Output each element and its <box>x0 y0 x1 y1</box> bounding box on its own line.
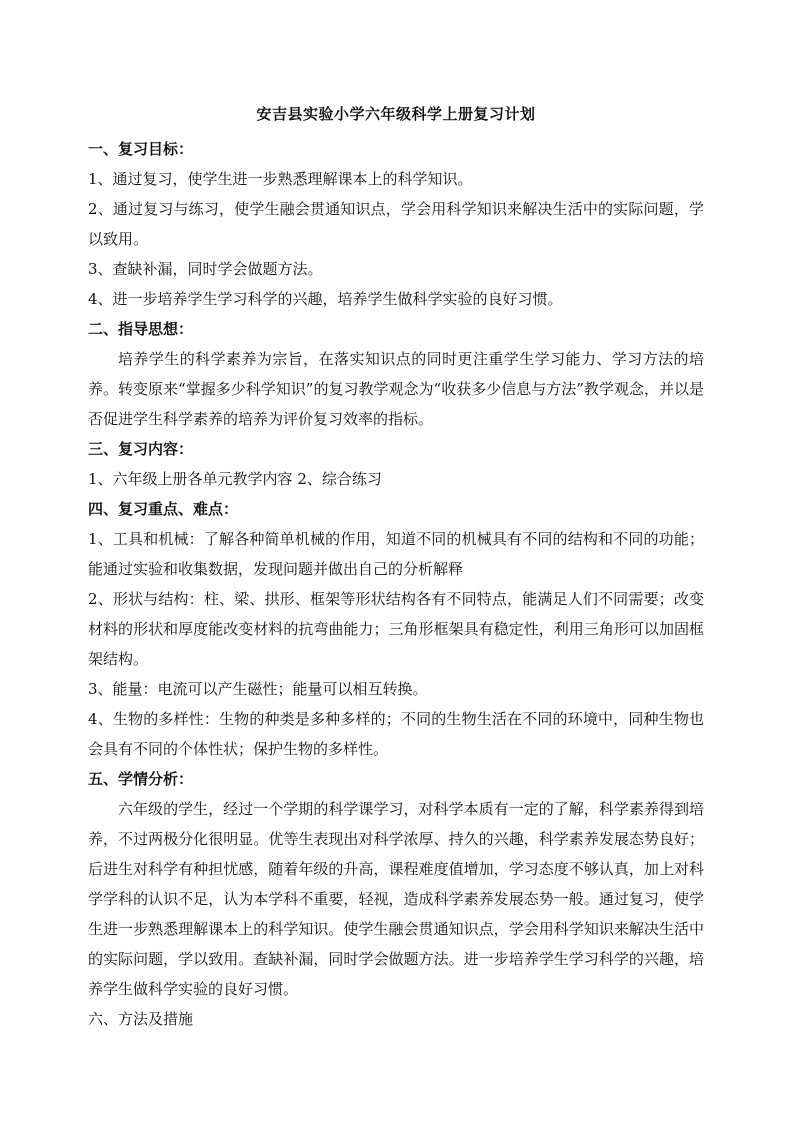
goal-item-2: 2、通过复习与练习，使学生融会贯通知识点，学会用科学知识来解决生活中的实际问题，学以致用。 <box>88 200 704 248</box>
section-heading-guiding-idea: 二、指导思想： <box>88 320 194 338</box>
key-point-item-3: 3、能量：电流可以产生磁性；能量可以相互转换。 <box>88 680 428 698</box>
section-heading-goals: 一、复习目标： <box>88 140 194 158</box>
content-paragraph: 1、六年级上册各单元教学内容 2、综合练习 <box>88 470 382 488</box>
goal-item-4: 4、进一步培养学生学习科学的兴趣，培养学生做科学实验的良好习惯。 <box>88 290 563 308</box>
key-point-item-1: 1、工具和机械：了解各种简单机械的作用，知道不同的机械具有不同的结构和不同的功能；能通过实验和收集数据，发现问题并做出自己的分析解释 <box>88 530 704 578</box>
section-heading-methods: 六、方法及措施 <box>88 1010 194 1028</box>
key-point-item-2: 2、形状与结构：柱、梁、拱形、框架等形状结构各有不同特点，能满足人们不同需要；改变材料的形状和厚度能改变材料的抗弯曲能力；三角形框架具有稳定性，利用三角形可以加固框架结构。 <box>88 590 704 668</box>
student-analysis-paragraph: 六年级的学生，经过一个学期的科学课学习，对科学本质有一定的了解，科学素养得到培养，不过两极分化很明显。优等生表现出对科学浓厚、持久的兴趣，科学素养发展态势良好；后进生对科学有种担忧感，随着年级的升高，课程难度值增加，学习态度不够认真，加上对科学学科的认识不足，认为本学科不重要，轻视，造成科学素养发展态势一般。通过复习，使学生进一步熟悉理解课本上的科学知识。使学生融会贯通知识点，学会用科学知识来解决生活中的实际问题，学以致用。查缺补漏，同时学会做题方法。进一步培养学生学习科学的兴趣，培养学生做科学实验的良好习惯。 <box>88 800 704 998</box>
key-point-item-4: 4、生物的多样性：生物的种类是多种多样的；不同的生物生活在不同的环境中，同种生物也会具有不同的个体性状；保护生物的多样性。 <box>88 710 704 758</box>
goal-item-3: 3、查缺补漏，同时学会做题方法。 <box>88 260 323 278</box>
guiding-idea-paragraph: 培养学生的科学素养为宗旨，在落实知识点的同时更注重学生学习能力、学习方法的培养。转变原来“掌握多少科学知识”的复习教学观念为“收获多少信息与方法”教学观念，并以是否促进学生科学素养的培养为评价复习效率的指标。 <box>88 350 704 428</box>
goal-item-1: 1、通过复习，使学生进一步熟悉理解课本上的科学知识。 <box>88 170 473 188</box>
section-heading-student-analysis: 五、学情分析： <box>88 770 194 788</box>
document-title: 安吉县实验小学六年级科学上册复习计划 <box>256 105 536 123</box>
section-heading-content: 三、复习内容： <box>88 440 194 458</box>
section-heading-key-points: 四、复习重点、难点： <box>88 500 239 518</box>
